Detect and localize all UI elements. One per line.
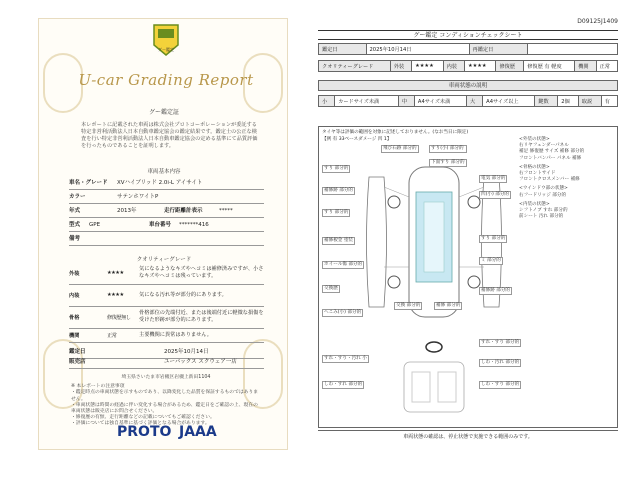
vehicle-row-name: 車名・グレード XVハイブリッド 2.0i-L アイサイト [69,177,264,190]
document-id: D09125J1409 [577,18,618,25]
damage-tag: すり 部分的 [324,166,349,171]
vehicle-row-model: 型式 GPE 車台番号 *******416 [69,219,264,232]
sheet-footnote: 車両状態の確認は、停止状態で実施できる範囲のみです。 [318,430,618,440]
quality-row-frame: 骨格 修復歴無し 骨格部位の先端付近、または後端付近に軽微な損傷を受けた形跡が部分的にあります。 [69,307,264,329]
issue-row-dealer: 販売店 ユーバックス スクウェア一店 [69,356,264,369]
certificate-notes: 埼玉県さいたま市岩槻区岩槻上新田1104 ※ 本レポートの注意事項 ・鑑定時点の車両状態を示すものであり、以降変化した品質を保証するものではありません。 ・車両状態は時間の経過に伴い変化する場合があるため、鑑定日をご確認の上、現在の車両状態は販売店にお問合せください。 ・修復歴の有無、走行距離などの記載についてもご確認ください。 ・評価については独自基準に基づく評価となる場合があります。 [71,375,259,427]
damage-tag: ミ 部分的 [481,258,501,263]
sheet-title: グー鑑定 コンディションチェックシート [318,30,618,40]
vehicle-row-color: カラー サテンホワイトP [69,191,264,204]
goo-kantei-logo [152,23,180,57]
star-rating: ★★★★ [107,270,124,276]
damage-tag: すり 部分的 [324,210,349,215]
issue-row-date: 鑑定日 2025年10月14日 [69,346,264,359]
size-count-table: 小 カードサイズ未満 中 A4サイズ未満 大 A4サイズ以上 鍵数 2個 取説 有 [318,95,618,107]
damage-tag: 下面すり 部分的 [429,159,467,167]
inspection-date-table: 鑑定日 2025年10月14日 再鑑定日 [318,43,618,55]
quality-section-heading: クオリティーグレード [136,257,192,263]
damage-tag: すれ・すり・汚れ 小 [324,356,367,361]
damage-tag: 電気 部分的 [481,176,506,181]
damage-tag: へこみ(小) 部分的 [324,310,362,315]
star-rating: ★★★★ [464,61,495,72]
jaaa-logo: JAAA [179,424,217,440]
quality-grade-table: クオリティーグレード 外装 ★★★★ 内装 ★★★★ 修復歴 修復歴 有 軽度 機関 正常 [318,60,618,72]
damage-tag: ホイール傷 部分的 [324,262,363,267]
damage-tag: すり(小) 部分的 [429,145,467,153]
quality-row-interior: 内装 ★★★★ 気になる汚れ等が部分的にあります。 [69,285,264,307]
vehicle-row-notes: 備考 [69,233,264,246]
condition-legend: <外装の状態> 右リヤフェンダーパネル 補足 修復歴 サイズ 補修 部分的 フロントバンパー パネル 補修 <骨格の状態> 右フロントサイド フロントクロスメンバー 補修 <ウインドウ部の状態> 右フードリッジ 部分的 <内装の状態> シフトノブ すれ 部分的 前シート 汚れ 部分的 [519,137,585,220]
damage-tag: 飛び石跡 部分的 [383,146,417,151]
quality-row-engine: 機関 正常 主要機関に異常はありません。 [69,329,264,343]
vehicle-section-heading: 車両基本内容 [147,169,181,175]
vehicle-damage-diagram [318,126,618,428]
certificate-intro: 本レポートに記載された車両は株式会社プロトコーポレーションが委託する特定非営利活動法人日本自動車鑑定協会の鑑定結果です。鑑定士の公正な検査を行い特定非営利活動法人日本自動車鑑定協会の定める基準にて品質評価を行ったものであることを証明します。 [81,122,258,149]
damage-tag: すり 部分的 [481,236,506,241]
condition-check-sheet [318,18,618,450]
proto-logo: PROTO [117,424,172,440]
damage-tag: 補修跡 部分的 [481,288,511,293]
car-outline-icon [354,147,514,417]
diagram-example: 【例 有 33ベースダメージ 凹 1】 [322,137,392,142]
damage-tag: 交換歴 [324,286,338,291]
condition-header: 車両状態の説明 [318,80,618,91]
vehicle-row-year: 年式 2013年 走行距離計表示 ***** [69,205,264,218]
diagram-note: タイヤ等は評価の範囲を対象に記述しておりません。(なお当日に限定) [322,130,469,135]
damage-tag: 凹(小) 部分的 [481,192,510,197]
svg-text:グー鑑定: グー鑑定 [158,47,174,52]
grading-certificate [38,18,288,450]
certificate-subtitle: グー鑑定証 [148,109,179,116]
damage-tag: 補修跡 部分的 [324,188,354,193]
star-rating: ★★★★ [107,292,124,298]
damage-tag: すれ・すり 部分的 [481,340,520,345]
damage-tag: しわ・すれ 部分的 [324,382,363,387]
report-title: U-car Grading Report [78,71,254,89]
star-rating: ★★★★ [412,61,443,72]
damage-tag: 補修 部分的 [436,303,461,308]
damage-tag: しわ・すり 部分的 [481,382,520,387]
damage-tag: しわ・汚れ 部分的 [481,360,520,365]
damage-tag: 補修板金 塗装 [324,238,354,243]
damage-tag: 交換 部分的 [396,303,421,308]
quality-row-exterior: 外装 ★★★★ 気になるようなキズやヘコミは補修済みですが、小さなキズやヘコミは残っています。 [69,263,264,285]
